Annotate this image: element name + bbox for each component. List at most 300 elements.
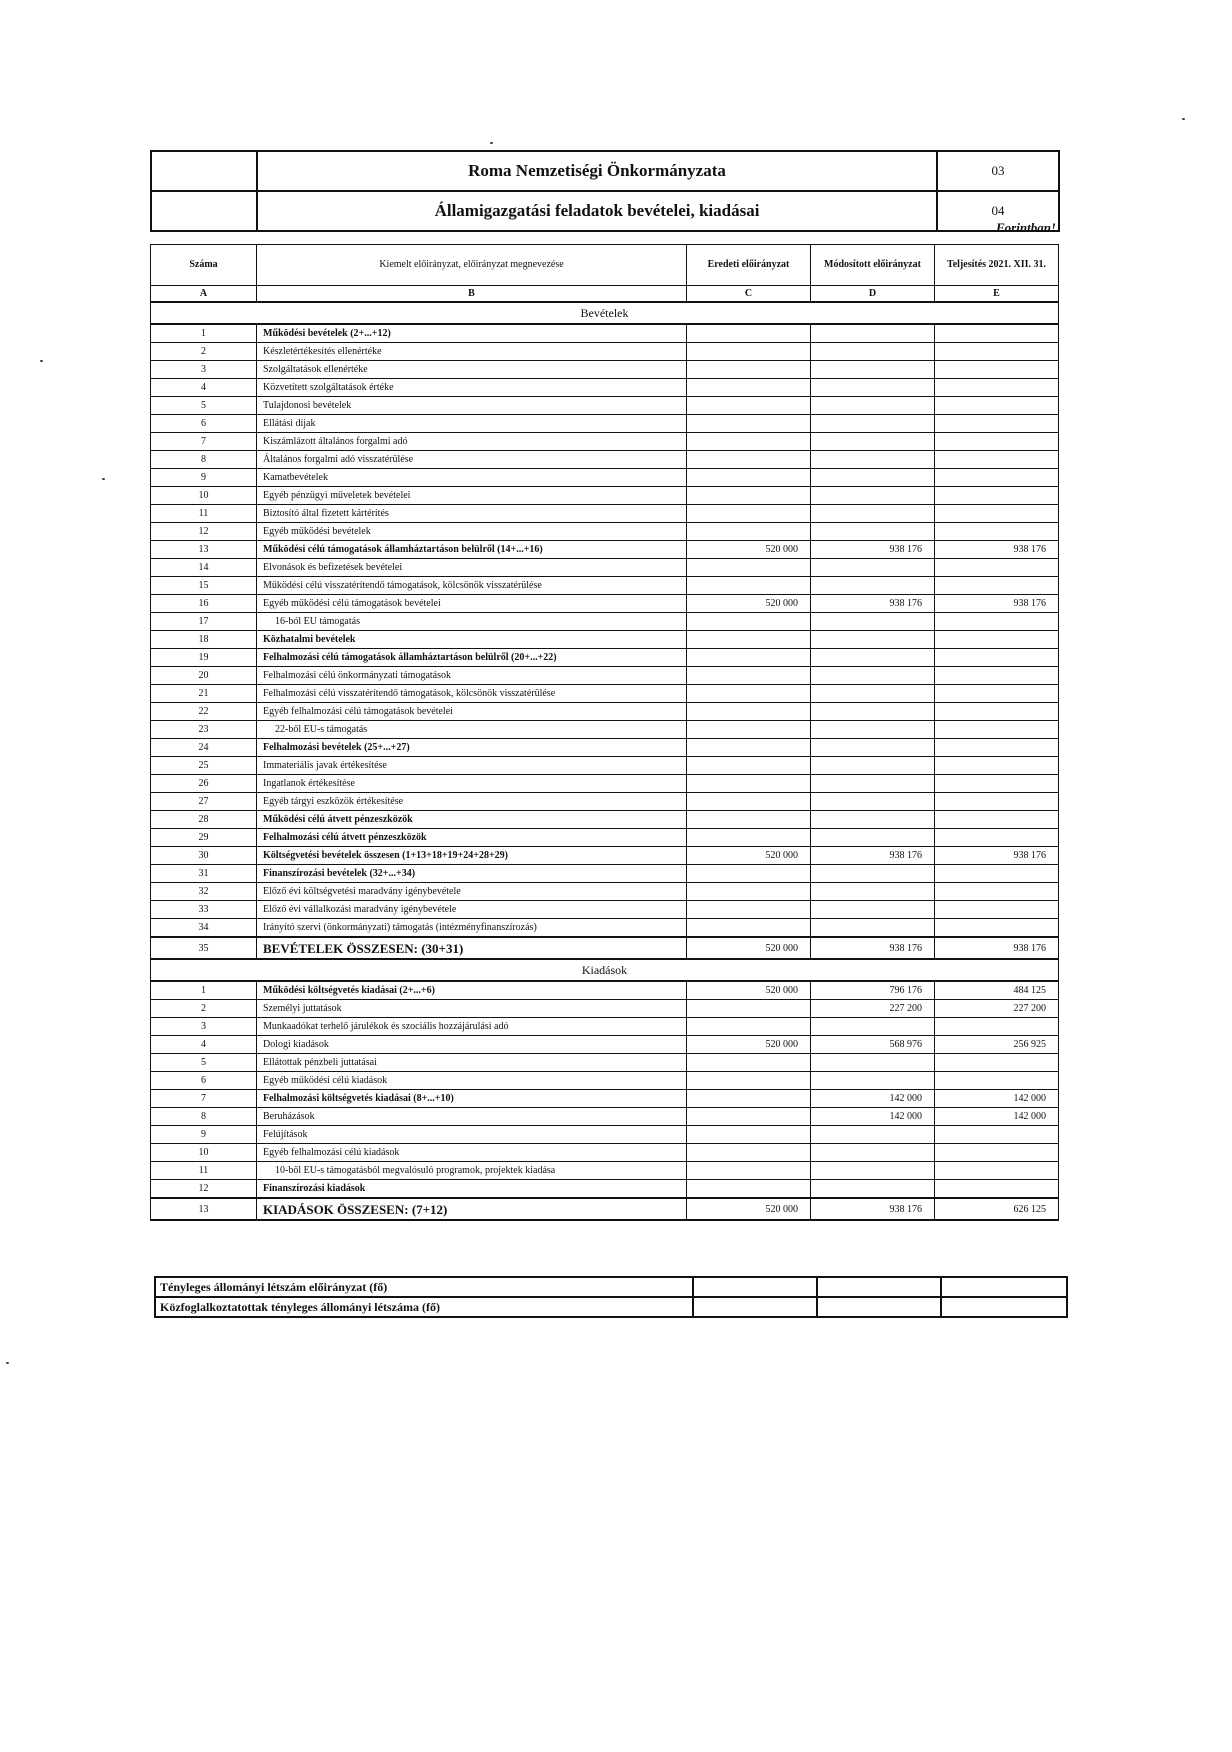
row-original-value — [687, 685, 811, 703]
row-number: 17 — [151, 613, 257, 631]
row-number: 23 — [151, 721, 257, 739]
income-row — [151, 343, 1059, 361]
row-modified-value — [811, 415, 935, 433]
row-original-value — [687, 811, 811, 829]
income-row — [151, 901, 1059, 919]
row-number: 26 — [151, 775, 257, 793]
staff-row — [155, 1297, 1067, 1317]
row-name: Finanszírozási kiadások — [257, 1180, 687, 1199]
row-original-value — [687, 793, 811, 811]
row-actual-value — [935, 397, 1059, 415]
staff-value-cell — [693, 1277, 817, 1297]
row-name: Közhatalmi bevételek — [257, 631, 687, 649]
row-original-value — [687, 739, 811, 757]
row-actual-value — [935, 324, 1059, 343]
income-row — [151, 919, 1059, 938]
row-modified-value — [811, 775, 935, 793]
row-modified-value: 938 176 — [811, 847, 935, 865]
row-name: Finanszírozási bevételek (32+...+34) — [257, 865, 687, 883]
row-name: Beruházások — [257, 1108, 687, 1126]
row-name: Biztosító által fizetett kártérítés — [257, 505, 687, 523]
row-name: Egyéb pénzügyi műveletek bevételei — [257, 487, 687, 505]
row-modified-value — [811, 397, 935, 415]
row-number: 32 — [151, 883, 257, 901]
row-name: Közvetített szolgáltatások értéke — [257, 379, 687, 397]
row-number: 4 — [151, 1036, 257, 1054]
col-header-modified: Módosított előirányzat — [811, 245, 935, 286]
row-name: Költségvetési bevételek összesen (1+13+18+19+24+28+29) — [257, 847, 687, 865]
income-row — [151, 451, 1059, 469]
row-name: Felhalmozási célú támogatások államháztartáson belülről (20+...+22) — [257, 649, 687, 667]
row-modified-value: 568 976 — [811, 1036, 935, 1054]
row-number: 21 — [151, 685, 257, 703]
row-original-value — [687, 703, 811, 721]
row-original-value — [687, 901, 811, 919]
col-letter: C — [687, 286, 811, 303]
row-actual-value — [935, 1018, 1059, 1036]
col-letter: A — [151, 286, 257, 303]
row-number: 10 — [151, 1144, 257, 1162]
row-actual-value — [935, 649, 1059, 667]
income-row — [151, 757, 1059, 775]
row-actual-value: 938 176 — [935, 595, 1059, 613]
row-modified-value — [811, 757, 935, 775]
row-modified-value — [811, 577, 935, 595]
row-number: 6 — [151, 415, 257, 433]
income-row — [151, 793, 1059, 811]
row-original-value — [687, 361, 811, 379]
row-actual-value — [935, 739, 1059, 757]
row-original-value — [687, 577, 811, 595]
income-row — [151, 577, 1059, 595]
row-actual-value — [935, 469, 1059, 487]
row-actual-value — [935, 919, 1059, 938]
row-actual-value — [935, 523, 1059, 541]
row-name: Felhalmozási célú visszatérítendő támogatások, kölcsönök visszatérülése — [257, 685, 687, 703]
section-title-income: Bevételek — [151, 302, 1059, 324]
income-row — [151, 469, 1059, 487]
row-modified-value: 938 176 — [811, 541, 935, 559]
staff-value-cell — [941, 1297, 1067, 1317]
row-name: Személyi juttatások — [257, 1000, 687, 1018]
row-original-value: 520 000 — [687, 1198, 811, 1220]
row-modified-value — [811, 667, 935, 685]
income-total-section — [151, 937, 1059, 959]
income-row — [151, 883, 1059, 901]
row-number: 2 — [151, 1000, 257, 1018]
income-row — [151, 433, 1059, 451]
row-modified-value — [811, 649, 935, 667]
row-actual-value: 938 176 — [935, 937, 1059, 959]
row-name: Munkaadókat terhelő járulékok és szociális hozzájárulási adó — [257, 1018, 687, 1036]
form-code-03: 03 — [937, 151, 1059, 191]
row-number: 5 — [151, 1054, 257, 1072]
row-actual-value — [935, 559, 1059, 577]
row-original-value — [687, 721, 811, 739]
row-actual-value — [935, 721, 1059, 739]
section-title-expense: Kiadások — [151, 959, 1059, 981]
expense-row — [151, 1000, 1059, 1018]
row-original-value — [687, 865, 811, 883]
row-number: 3 — [151, 361, 257, 379]
row-actual-value: 938 176 — [935, 847, 1059, 865]
row-original-value — [687, 505, 811, 523]
income-row — [151, 379, 1059, 397]
row-actual-value — [935, 667, 1059, 685]
row-name: Elvonások és befizetések bevételei — [257, 559, 687, 577]
row-original-value — [687, 559, 811, 577]
col-header-name: Kiemelt előirányzat, előirányzat megnevezése — [257, 245, 687, 286]
row-original-value: 520 000 — [687, 541, 811, 559]
row-name: Működési költségvetés kiadásai (2+...+6) — [257, 981, 687, 1000]
row-original-value — [687, 487, 811, 505]
row-original-value — [687, 919, 811, 938]
income-row — [151, 703, 1059, 721]
row-actual-value — [935, 1072, 1059, 1090]
row-name: Előző évi költségvetési maradvány igénybevétele — [257, 883, 687, 901]
row-name: Felhalmozási költségvetés kiadásai (8+...+10) — [257, 1090, 687, 1108]
income-row — [151, 829, 1059, 847]
row-original-value — [687, 775, 811, 793]
row-original-value — [687, 1018, 811, 1036]
income-row — [151, 811, 1059, 829]
row-number: 8 — [151, 1108, 257, 1126]
row-modified-value — [811, 613, 935, 631]
row-modified-value — [811, 631, 935, 649]
staff-value-cell — [817, 1297, 941, 1317]
income-row — [151, 775, 1059, 793]
row-modified-value: 796 176 — [811, 981, 935, 1000]
expense-row — [151, 1162, 1059, 1180]
row-number: 25 — [151, 757, 257, 775]
header-empty-cell — [151, 151, 257, 191]
row-modified-value — [811, 451, 935, 469]
row-actual-value — [935, 1180, 1059, 1199]
row-number: 31 — [151, 865, 257, 883]
income-row — [151, 361, 1059, 379]
expense-row — [151, 1108, 1059, 1126]
row-modified-value — [811, 433, 935, 451]
income-row — [151, 541, 1059, 559]
row-original-value — [687, 1144, 811, 1162]
column-letter-row — [151, 286, 1059, 303]
section-header-expense — [151, 959, 1059, 981]
expense-row — [151, 1018, 1059, 1036]
row-name: Egyéb felhalmozási célú támogatások bevételei — [257, 703, 687, 721]
row-original-value — [687, 1180, 811, 1199]
row-modified-value — [811, 324, 935, 343]
row-name: Felhalmozási célú önkormányzati támogatások — [257, 667, 687, 685]
row-original-value — [687, 324, 811, 343]
row-modified-value — [811, 1144, 935, 1162]
row-number: 9 — [151, 469, 257, 487]
row-name: Egyéb működési bevételek — [257, 523, 687, 541]
row-modified-value: 142 000 — [811, 1108, 935, 1126]
row-modified-value — [811, 487, 935, 505]
row-number: 6 — [151, 1072, 257, 1090]
row-original-value: 520 000 — [687, 847, 811, 865]
row-original-value — [687, 343, 811, 361]
col-letter: B — [257, 286, 687, 303]
row-actual-value — [935, 865, 1059, 883]
row-modified-value: 938 176 — [811, 595, 935, 613]
row-actual-value: 142 000 — [935, 1090, 1059, 1108]
row-modified-value — [811, 703, 935, 721]
row-modified-value: 938 176 — [811, 937, 935, 959]
row-name: Kiszámlázott általános forgalmi adó — [257, 433, 687, 451]
staff-value-cell — [817, 1277, 941, 1297]
income-row — [151, 487, 1059, 505]
scan-speck — [1182, 118, 1185, 120]
row-name: Szolgáltatások ellenértéke — [257, 361, 687, 379]
row-original-value: 520 000 — [687, 981, 811, 1000]
row-original-value — [687, 433, 811, 451]
row-name: Előző évi vállalkozási maradvány igénybevétele — [257, 901, 687, 919]
column-header-row — [151, 245, 1059, 286]
row-name: Ellátottak pénzbeli juttatásai — [257, 1054, 687, 1072]
row-modified-value: 227 200 — [811, 1000, 935, 1018]
row-number: 15 — [151, 577, 257, 595]
row-actual-value — [935, 1126, 1059, 1144]
row-original-value — [687, 1108, 811, 1126]
income-row — [151, 505, 1059, 523]
expense-row — [151, 981, 1059, 1000]
row-original-value — [687, 757, 811, 775]
row-original-value — [687, 469, 811, 487]
row-original-value: 520 000 — [687, 595, 811, 613]
row-modified-value — [811, 865, 935, 883]
row-name: 16-ból EU támogatás — [257, 613, 687, 631]
row-actual-value: 484 125 — [935, 981, 1059, 1000]
row-modified-value — [811, 901, 935, 919]
header-table — [150, 150, 1060, 232]
row-number: 10 — [151, 487, 257, 505]
row-actual-value — [935, 577, 1059, 595]
row-name: Készletértékesítés ellenértéke — [257, 343, 687, 361]
row-number: 11 — [151, 505, 257, 523]
row-actual-value — [935, 415, 1059, 433]
row-number: 12 — [151, 523, 257, 541]
row-number: 28 — [151, 811, 257, 829]
budget-table — [150, 244, 1059, 1221]
row-name: Egyéb tárgyi eszközök értékesítése — [257, 793, 687, 811]
income-row — [151, 324, 1059, 343]
income-row — [151, 739, 1059, 757]
col-header-number: Száma — [151, 245, 257, 286]
income-row — [151, 523, 1059, 541]
row-name: 22-ből EU-s támogatás — [257, 721, 687, 739]
col-letter: E — [935, 286, 1059, 303]
row-actual-value: 256 925 — [935, 1036, 1059, 1054]
scan-speck — [490, 142, 493, 144]
row-modified-value — [811, 829, 935, 847]
row-number: 11 — [151, 1162, 257, 1180]
income-row — [151, 865, 1059, 883]
row-original-value — [687, 1054, 811, 1072]
row-original-value — [687, 415, 811, 433]
row-actual-value — [935, 487, 1059, 505]
row-modified-value — [811, 793, 935, 811]
row-modified-value — [811, 721, 935, 739]
row-number: 1 — [151, 981, 257, 1000]
row-modified-value — [811, 883, 935, 901]
row-modified-value — [811, 811, 935, 829]
row-number: 22 — [151, 703, 257, 721]
row-actual-value — [935, 1054, 1059, 1072]
row-name: Működési bevételek (2+...+12) — [257, 324, 687, 343]
expense-row — [151, 1126, 1059, 1144]
scan-speck — [102, 478, 105, 480]
row-name: Működési célú átvett pénzeszközök — [257, 811, 687, 829]
row-number: 24 — [151, 739, 257, 757]
row-name: Ellátási díjak — [257, 415, 687, 433]
expense-row — [151, 1144, 1059, 1162]
expense-row — [151, 1036, 1059, 1054]
row-name: Felhalmozási bevételek (25+...+27) — [257, 739, 687, 757]
income-row — [151, 649, 1059, 667]
row-modified-value — [811, 559, 935, 577]
row-number: 27 — [151, 793, 257, 811]
row-modified-value — [811, 469, 935, 487]
row-name: BEVÉTELEK ÖSSZESEN: (30+31) — [257, 937, 687, 959]
income-row — [151, 685, 1059, 703]
expense-row — [151, 1090, 1059, 1108]
staff-row — [155, 1277, 1067, 1297]
col-letter: D — [811, 286, 935, 303]
row-original-value — [687, 451, 811, 469]
row-number: 30 — [151, 847, 257, 865]
row-name: Immateriális javak értékesítése — [257, 757, 687, 775]
currency-unit-note: Forintban! — [996, 220, 1056, 235]
staff-label: Közfoglalkoztatottak tényleges állományi létszáma (fő) — [155, 1297, 693, 1317]
row-number: 12 — [151, 1180, 257, 1199]
row-actual-value — [935, 631, 1059, 649]
row-original-value — [687, 523, 811, 541]
row-modified-value — [811, 505, 935, 523]
row-original-value — [687, 631, 811, 649]
row-original-value — [687, 1090, 811, 1108]
income-row — [151, 667, 1059, 685]
row-original-value — [687, 883, 811, 901]
row-original-value: 520 000 — [687, 1036, 811, 1054]
row-number: 18 — [151, 631, 257, 649]
row-modified-value — [811, 379, 935, 397]
row-actual-value — [935, 1144, 1059, 1162]
row-number: 4 — [151, 379, 257, 397]
income-row — [151, 613, 1059, 631]
row-actual-value: 142 000 — [935, 1108, 1059, 1126]
staff-table — [154, 1276, 1068, 1318]
income-total-row — [151, 937, 1059, 959]
row-original-value — [687, 1000, 811, 1018]
row-number: 7 — [151, 433, 257, 451]
row-number: 20 — [151, 667, 257, 685]
row-actual-value: 227 200 — [935, 1000, 1059, 1018]
row-actual-value — [935, 829, 1059, 847]
row-name: Egyéb működési célú kiadások — [257, 1072, 687, 1090]
entity-title: Roma Nemzetiségi Önkormányzata — [257, 151, 937, 191]
staff-value-cell — [693, 1297, 817, 1317]
expense-row — [151, 1180, 1059, 1199]
expense-row — [151, 1072, 1059, 1090]
income-row — [151, 595, 1059, 613]
row-modified-value — [811, 523, 935, 541]
income-row — [151, 721, 1059, 739]
row-number: 13 — [151, 541, 257, 559]
row-actual-value — [935, 685, 1059, 703]
row-name: Dologi kiadások — [257, 1036, 687, 1054]
row-modified-value: 142 000 — [811, 1090, 935, 1108]
header-row-2 — [151, 191, 1059, 231]
row-original-value — [687, 667, 811, 685]
row-actual-value — [935, 361, 1059, 379]
row-actual-value — [935, 703, 1059, 721]
header-row-1 — [151, 151, 1059, 191]
row-name: Működési célú visszatérítendő támogatások, kölcsönök visszatérülése — [257, 577, 687, 595]
row-number: 7 — [151, 1090, 257, 1108]
row-name: Működési célú támogatások államháztartáson belülről (14+...+16) — [257, 541, 687, 559]
row-modified-value — [811, 1054, 935, 1072]
row-number: 16 — [151, 595, 257, 613]
income-row — [151, 397, 1059, 415]
row-original-value: 520 000 — [687, 937, 811, 959]
row-actual-value — [935, 793, 1059, 811]
col-header-original: Eredeti előirányzat — [687, 245, 811, 286]
row-modified-value — [811, 739, 935, 757]
row-number: 8 — [151, 451, 257, 469]
report-title: Államigazgatási feladatok bevételei, kiadásai — [257, 191, 937, 231]
header-empty-cell — [151, 191, 257, 231]
row-modified-value — [811, 1162, 935, 1180]
row-actual-value — [935, 613, 1059, 631]
row-actual-value — [935, 811, 1059, 829]
row-number: 9 — [151, 1126, 257, 1144]
expense-row — [151, 1054, 1059, 1072]
row-modified-value — [811, 685, 935, 703]
row-actual-value — [935, 433, 1059, 451]
row-name: Egyéb működési célú támogatások bevételei — [257, 595, 687, 613]
row-name: Ingatlanok értékesítése — [257, 775, 687, 793]
row-actual-value — [935, 883, 1059, 901]
row-actual-value: 626 125 — [935, 1198, 1059, 1220]
income-row — [151, 559, 1059, 577]
income-row — [151, 631, 1059, 649]
row-modified-value — [811, 361, 935, 379]
scan-speck — [40, 360, 43, 362]
row-actual-value — [935, 1162, 1059, 1180]
expense-total-row — [151, 1198, 1059, 1220]
row-modified-value — [811, 1126, 935, 1144]
row-number: 1 — [151, 324, 257, 343]
row-actual-value — [935, 505, 1059, 523]
income-section — [151, 302, 1059, 937]
income-row — [151, 415, 1059, 433]
staff-label: Tényleges állományi létszám előirányzat (fő) — [155, 1277, 693, 1297]
row-number: 33 — [151, 901, 257, 919]
row-name: Kamatbevételek — [257, 469, 687, 487]
row-name: Felhalmozási célú átvett pénzeszközök — [257, 829, 687, 847]
col-header-actual: Teljesítés 2021. XII. 31. — [935, 245, 1059, 286]
row-actual-value — [935, 451, 1059, 469]
expense-section — [151, 959, 1059, 1198]
row-name: KIADÁSOK ÖSSZESEN: (7+12) — [257, 1198, 687, 1220]
row-name: Felújítások — [257, 1126, 687, 1144]
row-original-value — [687, 397, 811, 415]
row-original-value — [687, 1126, 811, 1144]
row-number: 35 — [151, 937, 257, 959]
row-actual-value — [935, 379, 1059, 397]
row-number: 19 — [151, 649, 257, 667]
